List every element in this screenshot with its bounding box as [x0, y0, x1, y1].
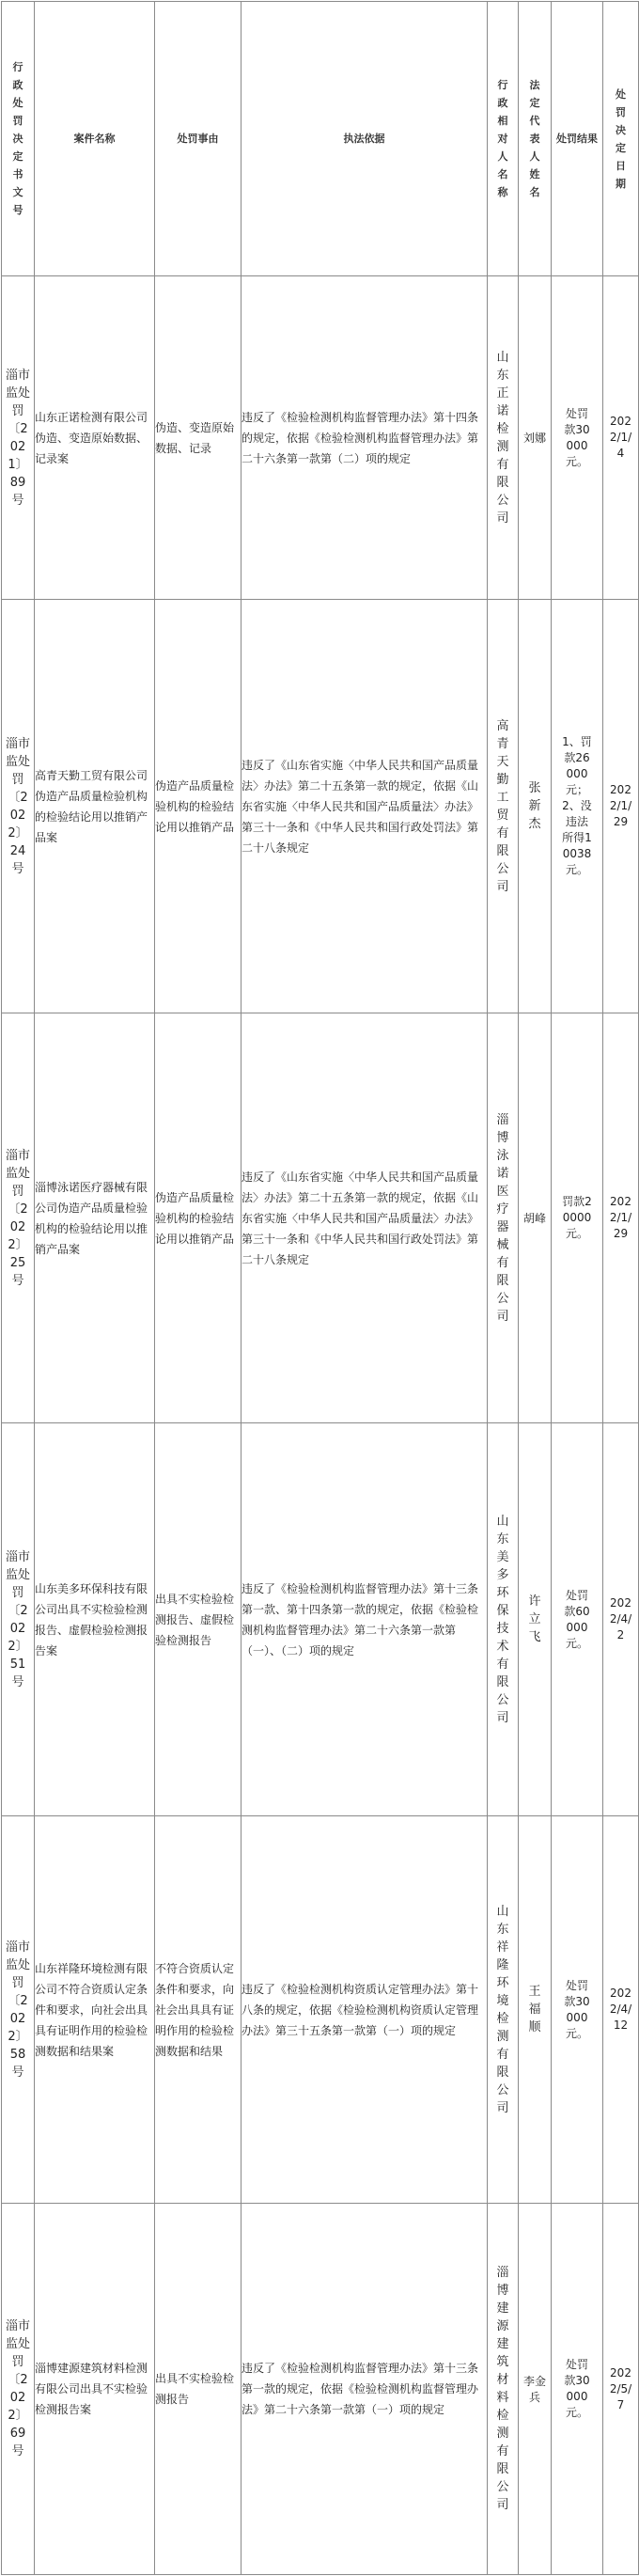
cell-reason: 出具不实检验检测报告	[155, 2204, 242, 2575]
header-date: 处罚决定日期	[603, 2, 639, 276]
cell-reason: 伪造、变造原始数据、记录	[155, 276, 242, 600]
table-row	[2, 1013, 639, 1423]
cell-doc-no: 淄市监处罚〔2022〕58号	[2, 1816, 35, 2204]
cell-result: 处罚款30000元。	[552, 276, 603, 600]
cell-legal-rep: 李金兵	[519, 2204, 552, 2575]
cell-doc-no: 淄市监处罚〔2021〕89号	[2, 276, 35, 600]
cell-case-name: 淄博建源建筑材料检测有限公司出具不实检验检测报告案	[35, 2204, 155, 2575]
cell-doc-no: 淄市监处罚〔2022〕69号	[2, 2204, 35, 2575]
cell-basis: 违反了《检验检测机构监督管理办法》第十三条第一款的规定，依据《检验检测机构监督管理办法》第二十六条第一款第（一）项的规定	[242, 2204, 488, 2575]
cell-case-name: 山东正诺检测有限公司伪造、变造原始数据、记录案	[35, 276, 155, 600]
cell-doc-no: 淄市监处罚〔2022〕51号	[2, 1423, 35, 1816]
cell-date: 2022/1/29	[603, 1013, 639, 1423]
cell-basis: 违反了《山东省实施〈中华人民共和国产品质量法〉办法》第二十五条第一款的规定，依据《山东省实施〈中华人民共和国产品质量法〉办法》第三十一条和《中华人民共和国行政处罚法》第二十八条规定	[242, 600, 488, 1013]
cell-date: 2022/4/2	[603, 1423, 639, 1816]
cell-legal-rep: 刘娜	[519, 276, 552, 600]
cell-basis: 违反了《山东省实施〈中华人民共和国产品质量法〉办法》第二十五条第一款的规定，依据《山东省实施〈中华人民共和国产品质量法〉办法》第三十一条和《中华人民共和国行政处罚法》第二十八条规定	[242, 1013, 488, 1423]
cell-case-name: 高青天勤工贸有限公司伪造产品质量检验机构的检验结论用以推销产品案	[35, 600, 155, 1013]
cell-result: 处罚款30000元。	[552, 1816, 603, 2204]
cell-party: 山东正诺检测有限公司	[488, 276, 519, 600]
cell-case-name: 山东美多环保科技有限公司出具不实检验检测报告、虚假检验检测报告案	[35, 1423, 155, 1816]
cell-reason: 不符合资质认定条件和要求，向社会出具具有证明作用的检验检测数据和结果	[155, 1816, 242, 2204]
cell-party: 淄博建源建筑材料检测有限公司	[488, 2204, 519, 2575]
cell-party: 淄博泳诺医疗器械有限公司	[488, 1013, 519, 1423]
cell-legal-rep: 王福顺	[519, 1816, 552, 2204]
cell-result: 处罚款60000元。	[552, 1423, 603, 1816]
table-row	[2, 2204, 639, 2575]
header-result: 处罚结果	[552, 2, 603, 276]
cell-basis: 违反了《检验检测机构监督管理办法》第十四条的规定，依据《检验检测机构监督管理办法》第二十六条第一款第（二）项的规定	[242, 276, 488, 600]
table-row	[2, 276, 639, 600]
header-reason: 处罚事由	[155, 2, 242, 276]
cell-legal-rep: 张新杰	[519, 600, 552, 1013]
cell-legal-rep: 许立飞	[519, 1423, 552, 1816]
penalty-table	[1, 1, 639, 2575]
cell-case-name: 山东祥隆环境检测有限公司不符合资质认定条件和要求，向社会出具具有证明作用的检验检测数据和结果案	[35, 1816, 155, 2204]
cell-basis: 违反了《检验检测机构资质认定管理办法》第十八条的规定，依据《检验检测机构资质认定管理办法》第三十五条第一款第（一）项的规定	[242, 1816, 488, 2204]
cell-result: 处罚款30000元。	[552, 2204, 603, 2575]
table-header-row	[2, 2, 639, 276]
header-basis: 执法依据	[242, 2, 488, 276]
cell-result: 1、罚款26000元；2、没违法所得10038元。	[552, 600, 603, 1013]
cell-basis: 违反了《检验检测机构监督管理办法》第十三条第一款、第十四条第一款的规定，依据《检验检测机构监督管理办法》第二十六条第一款第（一）、（二）项的规定	[242, 1423, 488, 1816]
cell-reason: 伪造产品质量检验机构的检验结论用以推销产品	[155, 600, 242, 1013]
cell-date: 2022/1/29	[603, 600, 639, 1013]
cell-party: 高青天勤工贸有限公司	[488, 600, 519, 1013]
cell-date: 2022/5/7	[603, 2204, 639, 2575]
header-case-name: 案件名称	[35, 2, 155, 276]
cell-party: 山东祥隆环境检测有限公司	[488, 1816, 519, 2204]
cell-reason: 出具不实检验检测报告、虚假检验检测报告	[155, 1423, 242, 1816]
cell-doc-no: 淄市监处罚〔2022〕25号	[2, 1013, 35, 1423]
table-row	[2, 1816, 639, 2204]
cell-doc-no: 淄市监处罚〔2022〕24号	[2, 600, 35, 1013]
cell-legal-rep: 胡峰	[519, 1013, 552, 1423]
header-doc-no: 行政处罚决定书文号	[2, 2, 35, 276]
cell-result: 罚款20000元。	[552, 1013, 603, 1423]
cell-party: 山东美多环保技术有限公司	[488, 1423, 519, 1816]
cell-reason: 伪造产品质量检验机构的检验结论用以推销产品	[155, 1013, 242, 1423]
cell-date: 2022/4/12	[603, 1816, 639, 2204]
table-row	[2, 600, 639, 1013]
cell-case-name: 淄博泳诺医疗器械有限公司伪造产品质量检验机构的检验结论用以推销产品案	[35, 1013, 155, 1423]
header-party: 行政相对人名称	[488, 2, 519, 276]
cell-date: 2022/1/4	[603, 276, 639, 600]
header-legal-rep: 法定代表人姓名	[519, 2, 552, 276]
table-row	[2, 1423, 639, 1816]
